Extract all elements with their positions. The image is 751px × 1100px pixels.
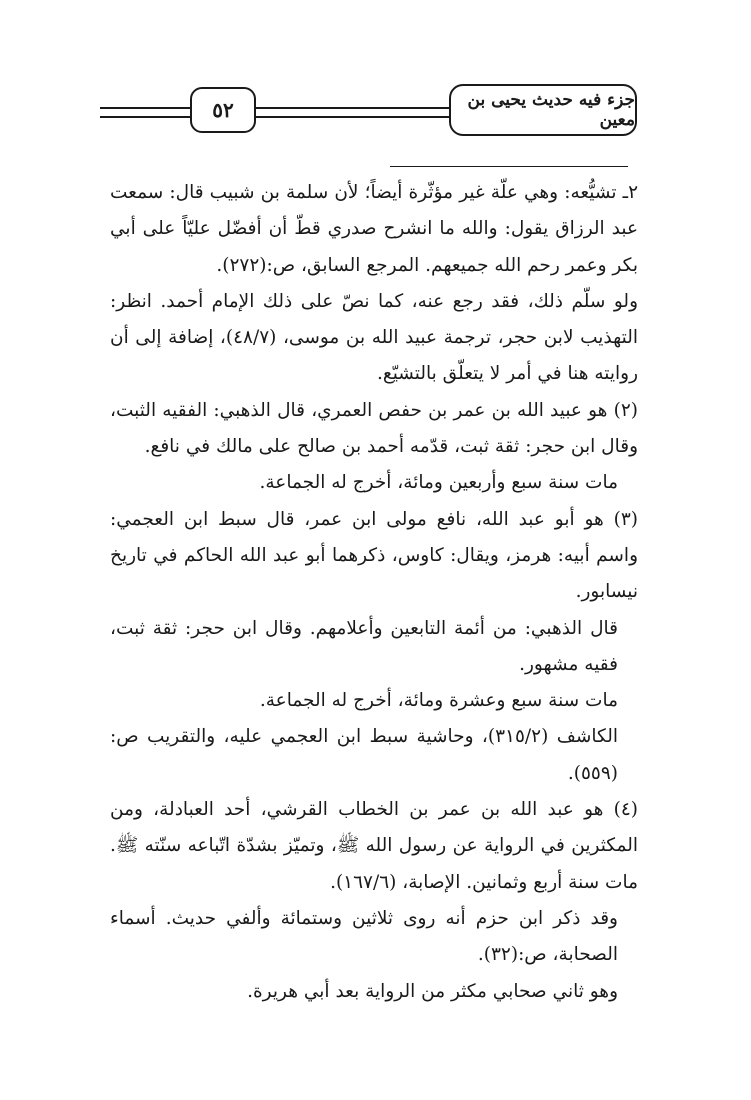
footnote-paragraph: وهو ثاني صحابي مكثر من الرواية بعد أبي هريرة. xyxy=(247,980,618,1002)
footnote-paragraph: ولو سلّم ذلك، فقد رجع عنه، كما نصّ على ذلك الإمام أحمد. انظر: التهذيب لابن حجر، ترجمة عبيد الله بن موسى، (٤٨/٧)، إضافة إلى أن روايته هنا في أمر لا يتعلّق بالتشيّع. xyxy=(110,290,639,385)
header-rule-left-bottom xyxy=(100,116,192,118)
footnotes-body xyxy=(110,175,638,1010)
header-rule-middle-bottom xyxy=(254,116,451,118)
book-title: جزء فيه حديث يحيى بن معين xyxy=(449,84,637,136)
footnote-separator xyxy=(390,166,628,167)
footnote-2: (٢) هو عبيد الله بن عمر بن حفص العمري، قال الذهبي: الفقيه الثبت، وقال ابن حجر: ثقة ثبت، قدّمه أحمد بن صالح على مالك في نافع. xyxy=(110,399,638,458)
footnote-4: (٤) هو عبد الله بن عمر بن الخطاب القرشي، أحد العبادلة، ومن المكثرين في الرواية عن رسول الله ﷺ، وتميّز بشدّة اتّباعه سنّته ﷺ. مات سنة أربع وثمانين. الإصابة، (١٦٧/٦). xyxy=(110,799,638,893)
footnote-paragraph: وقد ذكر ابن حزم أنه روى ثلاثين وستمائة وألفي حديث. أسماء الصحابة، ص:(٣٢). xyxy=(110,907,618,966)
footnote-paragraph: قال الذهبي: من أئمة التابعين وأعلامهم. وقال ابن حجر: ثقة ثبت، فقيه مشهور. xyxy=(110,617,618,675)
footnote-paragraph: مات سنة سبع وعشرة ومائة، أخرج له الجماعة. xyxy=(259,690,618,712)
footnote-3: (٣) هو أبو عبد الله، نافع مولى ابن عمر، قال سبط ابن العجمي: واسم أبيه: هرمز، ويقال: كاوس، ذكرهما أبو عبد الله الحاكم في تاريخ نيسابور. xyxy=(110,508,638,603)
header-rule-middle-top xyxy=(254,107,451,109)
footnote-paragraph: مات سنة سبع وأربعين ومائة، أخرج له الجماعة. xyxy=(259,472,618,494)
footnote-paragraph: ٢ـ تشيُّعه: وهي علّة غير مؤثّرة أيضاً؛ لأن سلمة بن شبيب قال: سمعت عبد الرزاق يقول: والله ما انشرح صدري قطّ أن أفضّل عليّاً على أبي بكر وعمر رحم الله جميعهم. المرجع السابق، ص:(٢٧٢). xyxy=(110,182,638,276)
footnote-paragraph: الكاشف (٣١٥/٢)، وحاشية سبط ابن العجمي عليه، والتقريب ص: (٥٥٩). xyxy=(110,726,618,784)
header-rule-left-top xyxy=(100,107,192,109)
page-number: ٥٢ xyxy=(190,87,256,133)
